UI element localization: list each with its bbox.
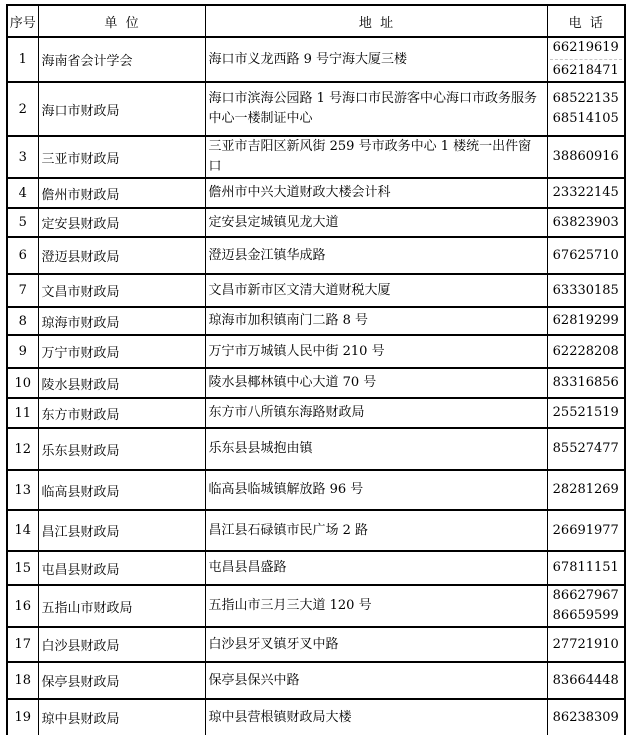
cell-unit: 五指山市财政局 [38,585,205,627]
phone-number: 86659599 [552,608,619,623]
phone-number: 67811151 [552,560,619,575]
cell-address: 文昌市新市区文清大道财税大厦 [205,274,547,307]
cell-serial-number: 5 [7,208,38,237]
phone-number: 25521519 [552,405,619,420]
cell-unit: 海南省会计学会 [38,37,205,82]
cell-unit: 屯昌县财政局 [38,551,205,585]
cell-serial-number: 6 [7,237,38,274]
cell-phone [547,237,625,274]
cell-phone [547,368,625,398]
cell-phone [547,398,625,428]
phone-divider [550,59,623,60]
table-row [7,335,625,368]
table-row [7,510,625,551]
header-row [7,5,625,37]
cell-phone [547,82,625,136]
phone-number: 67625710 [552,247,619,263]
cell-address: 临高县临城镇解放路 96 号 [205,470,547,510]
table-row [7,37,625,82]
cell-address: 保亭县保兴中路 [205,662,547,699]
cell-unit: 儋州市财政局 [38,178,205,208]
cell-unit: 三亚市财政局 [38,136,205,178]
cell-address: 屯昌县昌盛路 [205,551,547,585]
cell-unit: 琼中县财政局 [38,699,205,735]
cell-unit: 昌江县财政局 [38,510,205,551]
cell-serial-number: 18 [7,662,38,699]
cell-unit: 东方市财政局 [38,398,205,428]
cell-unit: 万宁市财政局 [38,335,205,368]
header-address: 地 址 [205,5,547,37]
table-row [7,699,625,735]
phone-number: 68522135 [552,91,619,106]
phone-number: 86627967 [552,588,619,603]
phone-number: 66218471 [552,63,619,78]
phone-number: 62228208 [552,343,619,359]
table-row [7,208,625,237]
cell-serial-number: 13 [7,470,38,510]
phone-number: 63330185 [552,282,619,298]
header-phone: 电 话 [547,5,625,37]
cell-phone [547,178,625,208]
cell-phone [547,335,625,368]
phone-number: 26691977 [552,522,619,538]
cell-unit: 保亭县财政局 [38,662,205,699]
phone-number: 23322145 [552,185,619,200]
cell-serial-number: 16 [7,585,38,627]
phone-number: 62819299 [552,313,619,328]
table-row [7,627,625,662]
cell-address: 五指山市三月三大道 120 号 [205,585,547,627]
cell-phone [547,37,625,82]
phone-number: 68514105 [552,111,619,126]
table-row [7,136,625,178]
cell-serial-number: 17 [7,627,38,662]
table-body [7,37,625,735]
table-row [7,551,625,585]
cell-unit: 乐东县财政局 [38,428,205,470]
table-row [7,398,625,428]
table-row [7,662,625,699]
table-row [7,470,625,510]
table-row [7,274,625,307]
phone-number: 86238309 [552,709,619,725]
cell-serial-number: 19 [7,699,38,735]
cell-unit: 临高县财政局 [38,470,205,510]
table-row [7,585,625,627]
cell-serial-number: 1 [7,37,38,82]
cell-address: 万宁市万城镇人民中街 210 号 [205,335,547,368]
cell-phone [547,208,625,237]
contact-table [6,4,626,735]
cell-serial-number: 14 [7,510,38,551]
cell-address: 三亚市吉阳区新风街 259 号市政务中心 1 楼统一出件窗口 [205,136,547,178]
table-row [7,82,625,136]
phone-number: 85527477 [552,441,619,456]
cell-unit: 陵水县财政局 [38,368,205,398]
cell-phone [547,551,625,585]
cell-serial-number: 11 [7,398,38,428]
cell-unit: 定安县财政局 [38,208,205,237]
cell-unit: 琼海市财政局 [38,307,205,335]
cell-unit: 文昌市财政局 [38,274,205,307]
cell-unit: 白沙县财政局 [38,627,205,662]
table-row [7,178,625,208]
cell-serial-number: 12 [7,428,38,470]
table-row [7,237,625,274]
cell-phone [547,699,625,735]
cell-address: 海口市义龙西路 9 号宁海大厦三楼 [205,37,547,82]
cell-address: 定安县定城镇见龙大道 [205,208,547,237]
cell-serial-number: 9 [7,335,38,368]
cell-address: 陵水县椰林镇中心大道 70 号 [205,368,547,398]
cell-phone [547,662,625,699]
phone-number: 83316856 [552,375,619,390]
phone-number: 28281269 [552,482,619,497]
cell-unit: 澄迈县财政局 [38,237,205,274]
table-row [7,428,625,470]
cell-address: 昌江县石碌镇市民广场 2 路 [205,510,547,551]
cell-serial-number: 8 [7,307,38,335]
table-row [7,307,625,335]
cell-phone [547,470,625,510]
phone-number: 63823903 [552,214,619,230]
cell-serial-number: 2 [7,82,38,136]
cell-phone [547,307,625,335]
cell-serial-number: 10 [7,368,38,398]
cell-address: 琼海市加积镇南门二路 8 号 [205,307,547,335]
header-unit: 单 位 [38,5,205,37]
cell-address: 乐东县县城抱由镇 [205,428,547,470]
cell-address: 澄迈县金江镇华成路 [205,237,547,274]
header-serial-number: 序号 [7,5,38,37]
table-row [7,368,625,398]
cell-unit: 海口市财政局 [38,82,205,136]
cell-address: 白沙县牙叉镇牙叉中路 [205,627,547,662]
cell-phone [547,627,625,662]
cell-phone [547,136,625,178]
cell-serial-number: 7 [7,274,38,307]
cell-phone [547,585,625,627]
phone-number: 66219619 [552,40,619,55]
cell-phone [547,428,625,470]
cell-address: 琼中县营根镇财政局大楼 [205,699,547,735]
cell-address: 东方市八所镇东海路财政局 [205,398,547,428]
cell-address: 儋州市中兴大道财政大楼会计科 [205,178,547,208]
cell-serial-number: 3 [7,136,38,178]
cell-phone [547,510,625,551]
cell-address: 海口市滨海公园路 1 号海口市民游客中心海口市政务服务中心一楼制证中心 [205,82,547,136]
phone-number: 38860916 [552,149,619,164]
phone-number: 83664448 [552,672,619,688]
cell-phone [547,274,625,307]
cell-serial-number: 4 [7,178,38,208]
phone-number: 27721910 [552,636,619,652]
cell-serial-number: 15 [7,551,38,585]
